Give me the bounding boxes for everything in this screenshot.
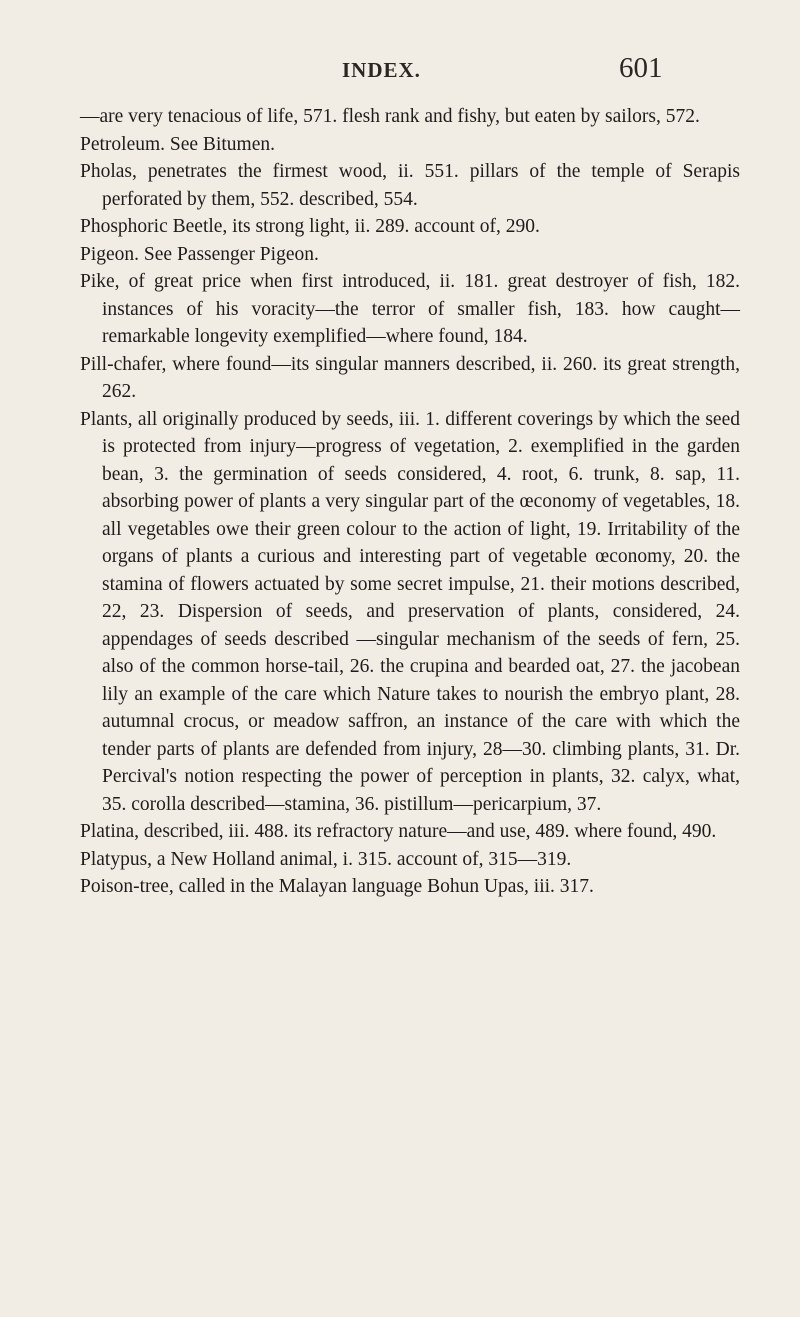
index-entry: Poison-tree, called in the Malayan language Bohun Upas, iii. 317. (80, 876, 594, 897)
index-entry: —are very tenacious of life, 571. flesh rank and fishy, but eaten by sailors, 572. (80, 106, 700, 127)
page-header (0, 52, 800, 92)
index-entry: Pholas, penetrates the firmest wood, ii. 551. pillars of the temple of Serapis perforated by them, 552. described, 554. (80, 161, 740, 210)
index-entry: Platina, described, iii. 488. its refractory nature—and use, 489. where found, 490. (80, 821, 717, 842)
index-entry: Pigeon. See Passenger Pigeon. (80, 243, 319, 265)
index-entry: Pill-chafer, where found—its singular manners described, ii. 260. its great strength, 262. (80, 353, 740, 402)
index-entry: Platypus, a New Holland animal, i. 315. account of, 315—319. (80, 848, 572, 870)
page-number: 601 (619, 52, 663, 84)
running-head: INDEX. (342, 58, 421, 82)
index-entry: Pike, of great price when first introduced, ii. 181. great destroyer of fish, 182. instances of his voracity—the terror of smaller fish, 183. how caught—remarkable longevity exemplified—where found, 184. (80, 271, 740, 347)
index-entry: Petroleum. See Bitumen. (80, 133, 275, 155)
index-entry: Phosphoric Beetle, its strong light, ii. 289. account of, 290. (80, 216, 540, 237)
index-entry: Plants, all originally produced by seeds, iii. 1. different coverings by which the seed is protected from injury—progress of vegetation, 2. exemplified in the garden bean, 3. the germination of seeds considered, 4. root, 6. trunk, 8. sap, 11. absorbing power of plants a very singular part of the œconomy of vegetables, 18. all vegetables owe their green colour to the action of light, 19. Irritability of the organs of plants a curious and interesting part of vegetable œconomy, 20. the stamina of flowers actuated by some secret impulse, 21. their motions described, 22, 23. Dispersion of seeds, and preservation of plants, considered, 24. appendages of seeds described —singular mechanism of the seeds of fern, 25. also of the common horse-tail, 26. the crupina and bearded oat, 27. the jacobean lily an example of the care which Nature takes to nourish the embryo plant, 28. autumnal crocus, or meadow saffron, an instance of the care with which the tender parts of plants are defended from injury, 28—30. climbing plants, 31. Dr. Percival's notion respecting the power of perception in plants, 32. calyx, what, 35. corolla described—stamina, 36. pistillum—pericarpium, 37. (80, 408, 740, 815)
index-entries (80, 103, 740, 901)
